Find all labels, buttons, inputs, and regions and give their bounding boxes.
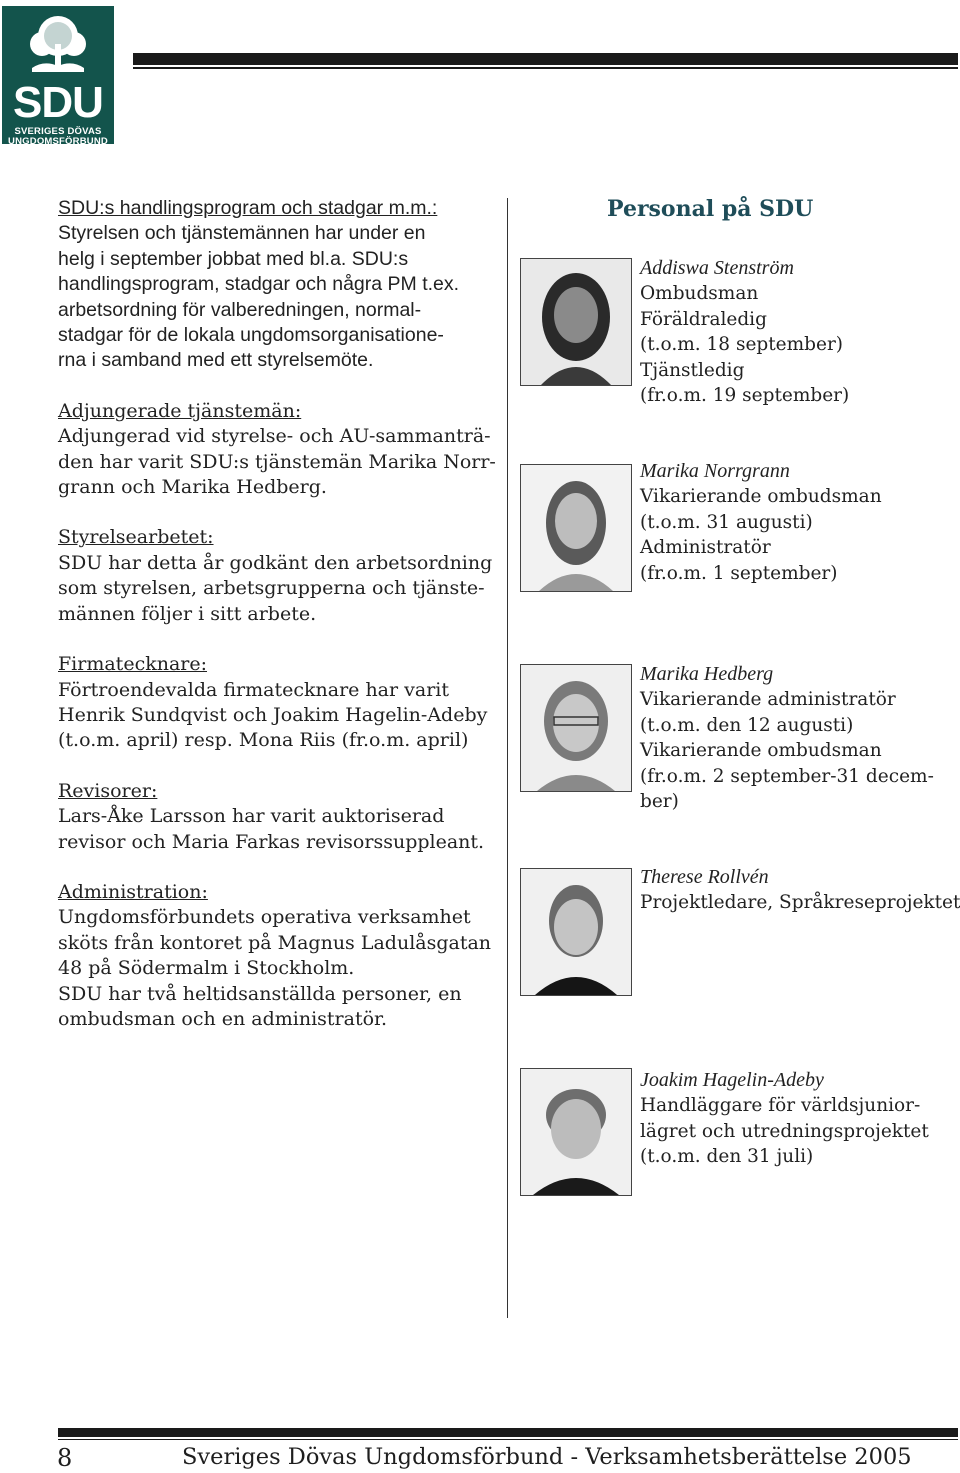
staff-line: (t.o.m. 31 augusti) <box>640 511 813 533</box>
staff-name: Marika Hedberg <box>640 663 774 685</box>
staff-line: Vikarierande ombudsman <box>640 486 882 508</box>
staff-line: ber) <box>640 791 679 813</box>
staff-photo <box>520 868 632 996</box>
page-number: 8 <box>57 1444 73 1472</box>
section-line: ombudsman och en administratör. <box>58 1007 388 1030</box>
section-administration <box>58 880 498 1032</box>
section-line: grann och Marika Hedberg. <box>58 476 327 499</box>
section-firmatecknare <box>58 652 498 754</box>
section-line: männen följer i sitt arbete. <box>58 602 317 625</box>
staff-line: (fr.o.m. 19 september) <box>640 385 850 407</box>
column-divider <box>507 198 508 1318</box>
staff-line: (t.o.m. den 31 juli) <box>640 1146 814 1168</box>
section-line: Förtroendevalda firmatecknare har varit <box>58 678 449 701</box>
staff-entry <box>640 1068 958 1170</box>
section-heading: Administration: <box>58 880 208 903</box>
staff-name: Joakim Hagelin-Adeby <box>640 1069 824 1091</box>
staff-entry <box>640 256 958 408</box>
section-heading: Firmatecknare: <box>58 653 208 676</box>
staff-name: Addiswa Stenström <box>640 257 794 279</box>
sdu-logo <box>2 6 114 147</box>
section-heading: Styrelsearbetet: <box>58 526 214 549</box>
staff-line: Projektledare, Språkreseprojektet <box>640 892 960 914</box>
logo-name-line2: UNGDOMSFÖRBUND <box>8 136 108 147</box>
staff-line: Vikarierande ombudsman <box>640 740 882 762</box>
header-rule-thin <box>133 67 958 69</box>
section-line: (t.o.m. april) resp. Mona Riis (fr.o.m. april) <box>58 729 469 752</box>
staff-photo <box>520 258 632 386</box>
section-line: 48 på Södermalm i Stockholm. <box>58 957 355 980</box>
header-rule-thick <box>133 53 958 65</box>
section-line: Adjungerad vid styrelse- och AU-sammanträ- <box>58 425 491 448</box>
section-line: Henrik Sundqvist och Joakim Hagelin-Adeby <box>58 703 488 726</box>
footer-rule-thick <box>58 1428 958 1437</box>
section-styrelsearbetet <box>58 525 498 627</box>
staff-line: (t.o.m. 18 september) <box>640 334 844 356</box>
staff-line: Vikarierande administratör <box>640 689 896 711</box>
staff-entry <box>640 865 958 916</box>
footer-rule-thin <box>58 1439 958 1440</box>
section-line: som styrelsen, arbetsgrupperna och tjänste- <box>58 577 485 600</box>
logo-abbreviation: SDU <box>13 78 103 127</box>
intro-line: Styrelsen och tjänstemännen har under en <box>58 222 426 245</box>
section-heading: Adjungerade tjänstemän: <box>58 399 302 422</box>
intro-line: stadgar för de lokala ungdomsorganisatione- <box>58 324 444 347</box>
staff-line: Ombudsman <box>640 283 759 305</box>
footer-title: Sveriges Dövas Ungdomsförbund - Verksamhetsberättelse 2005 <box>182 1444 912 1470</box>
staff-photo <box>520 664 632 792</box>
logo-name-line1: SVERIGES DÖVAS <box>14 126 102 137</box>
intro-line: arbetsordning för valberedningen, normal- <box>58 298 422 321</box>
staff-name: Marika Norrgrann <box>640 460 790 482</box>
intro-line: helg i september jobbat med bl.a. SDU:s <box>58 247 409 270</box>
staff-entry <box>640 662 958 814</box>
staff-line: Administratör <box>640 537 771 559</box>
section-line: den har varit SDU:s tjänstemän Marika Norr- <box>58 450 496 473</box>
staff-line: (fr.o.m. 1 september) <box>640 562 838 584</box>
staff-heading: Personal på SDU <box>607 196 814 222</box>
logo-name <box>2 127 114 147</box>
section-revisorer <box>58 779 498 855</box>
staff-line: Föräldraledig <box>640 308 767 330</box>
staff-line: (t.o.m. den 12 augusti) <box>640 714 854 736</box>
section-line: revisor och Maria Farkas revisorssuppleant. <box>58 830 485 853</box>
staff-line: Handläggare för världsjunior- <box>640 1095 921 1117</box>
section-line: Lars-Åke Larsson har varit auktoriserad <box>58 805 445 828</box>
staff-entry <box>640 459 958 586</box>
section-line: sköts från kontoret på Magnus Ladulåsgatan <box>58 931 492 954</box>
section-line: SDU har två heltidsanställda personer, en <box>58 982 462 1005</box>
intro-line: rna i samband med ett styrelsemöte. <box>58 349 374 372</box>
tree-icon <box>24 14 92 80</box>
section-line: SDU har detta år godkänt den arbetsordning <box>58 551 493 574</box>
staff-line: lägret och utredningsprojektet <box>640 1120 929 1142</box>
staff-line: (fr.o.m. 2 september-31 decem- <box>640 765 934 787</box>
staff-name: Therese Rollvén <box>640 866 769 888</box>
section-adjungerade <box>58 399 498 501</box>
staff-photo <box>520 464 632 592</box>
intro-paragraph <box>58 196 498 374</box>
intro-heading: SDU:s handlingsprogram och stadgar m.m.: <box>58 197 438 219</box>
staff-line: Tjänstledig <box>640 359 745 381</box>
section-line: Ungdomsförbundets operativa verksamhet <box>58 906 471 929</box>
section-heading: Revisorer: <box>58 779 158 802</box>
intro-line: handlingsprogram, stadgar och några PM t.ex. <box>58 273 460 296</box>
left-column <box>58 196 498 1057</box>
staff-photo <box>520 1068 632 1196</box>
